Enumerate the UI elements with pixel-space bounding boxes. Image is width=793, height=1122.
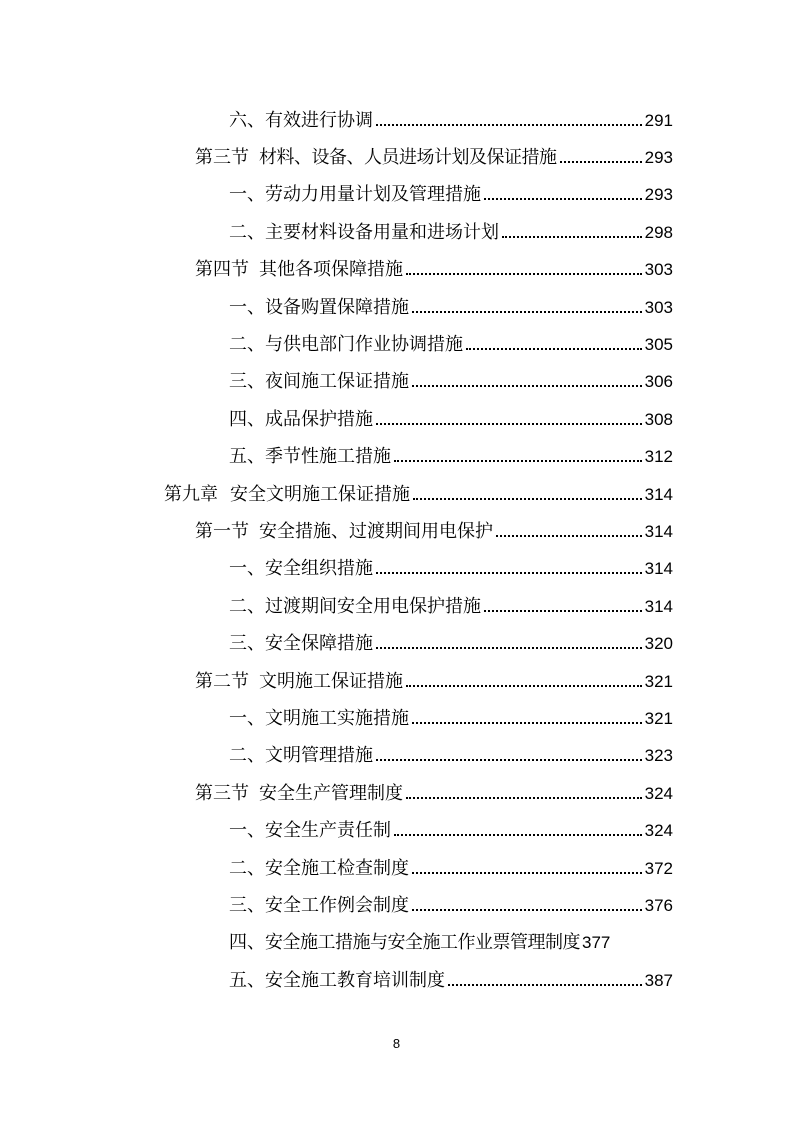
toc-entry-title: 安全工作例会制度 bbox=[265, 894, 409, 916]
toc-entry[interactable] bbox=[0, 287, 793, 324]
toc-entry-page: 321 bbox=[644, 671, 673, 691]
dot-leader bbox=[560, 160, 642, 163]
dot-leader bbox=[406, 796, 642, 799]
toc-entry[interactable] bbox=[0, 362, 793, 399]
toc-entry-number: 第三节 bbox=[195, 147, 249, 169]
dot-leader bbox=[496, 534, 642, 537]
toc-entry-page: 320 bbox=[644, 634, 673, 654]
toc-entry[interactable] bbox=[0, 549, 793, 586]
toc-entry-title: 有效进行协调 bbox=[265, 109, 373, 131]
toc-entry-page: 308 bbox=[644, 409, 673, 429]
toc-entry-number: 六、 bbox=[229, 109, 265, 131]
toc-entry-number: 三、 bbox=[229, 371, 265, 393]
toc-entry-number: 二、 bbox=[229, 334, 265, 356]
toc-entry-number: 第九章 bbox=[164, 483, 218, 505]
dot-leader bbox=[448, 983, 642, 986]
toc-entry-number: 第四节 bbox=[195, 259, 249, 281]
dot-leader bbox=[412, 871, 642, 874]
toc-entry-title: 设备购置保障措施 bbox=[265, 296, 409, 318]
toc-entry-number: 一、 bbox=[229, 296, 265, 318]
toc-entry[interactable] bbox=[0, 175, 793, 212]
toc-entry-page: 376 bbox=[644, 895, 673, 915]
dot-leader bbox=[502, 235, 642, 238]
table-of-contents bbox=[0, 100, 793, 997]
toc-entry-page: 312 bbox=[644, 447, 673, 467]
toc-entry-title: 安全文明施工保证措施 bbox=[230, 483, 410, 505]
toc-entry-title: 安全施工措施与安全施工作业票管理制度 bbox=[265, 932, 580, 954]
toc-entry[interactable] bbox=[0, 511, 793, 548]
toc-entry-title: 成品保护措施 bbox=[265, 408, 373, 430]
toc-entry-page: 298 bbox=[644, 222, 673, 242]
toc-entry[interactable] bbox=[0, 399, 793, 436]
toc-entry-page: 324 bbox=[644, 783, 673, 803]
toc-entry-page: 293 bbox=[644, 185, 673, 205]
toc-entry-page: 314 bbox=[644, 596, 673, 616]
toc-entry-title: 安全施工教育培训制度 bbox=[265, 969, 445, 991]
dot-leader bbox=[376, 422, 642, 425]
toc-entry-number: 二、 bbox=[229, 595, 265, 617]
toc-entry-page: 291 bbox=[644, 110, 673, 130]
toc-entry-title: 材料、设备、人员进场计划及保证措施 bbox=[259, 147, 557, 169]
toc-entry[interactable] bbox=[0, 623, 793, 660]
toc-entry-number: 第二节 bbox=[195, 670, 249, 692]
dot-leader bbox=[394, 833, 642, 836]
toc-entry-number: 五、 bbox=[229, 446, 265, 468]
toc-entry-number: 一、 bbox=[229, 184, 265, 206]
dot-leader bbox=[412, 908, 642, 911]
toc-entry-title: 安全保障措施 bbox=[265, 633, 373, 655]
dot-leader bbox=[484, 197, 642, 200]
toc-entry-page: 387 bbox=[644, 970, 673, 990]
dot-leader bbox=[484, 609, 642, 612]
dot-leader bbox=[376, 571, 642, 574]
toc-entry-number: 四、 bbox=[229, 408, 265, 430]
dot-leader bbox=[412, 310, 642, 313]
toc-entry[interactable] bbox=[0, 100, 793, 137]
toc-entry-number: 四、 bbox=[229, 932, 265, 954]
toc-entry[interactable] bbox=[0, 137, 793, 174]
page-number: 8 bbox=[392, 1036, 401, 1051]
toc-entry[interactable] bbox=[0, 661, 793, 698]
toc-entry[interactable] bbox=[0, 437, 793, 474]
toc-entry-title: 安全措施、过渡期间用电保护 bbox=[259, 520, 493, 542]
toc-entry-page: 372 bbox=[644, 858, 673, 878]
toc-entry-title: 安全生产责任制 bbox=[265, 820, 391, 842]
toc-entry-page: 303 bbox=[644, 297, 673, 317]
toc-entry-title: 安全生产管理制度 bbox=[259, 782, 403, 804]
toc-entry[interactable] bbox=[0, 586, 793, 623]
toc-entry-page: 323 bbox=[644, 746, 673, 766]
toc-entry-number: 三、 bbox=[229, 894, 265, 916]
toc-entry-page: 303 bbox=[644, 260, 673, 280]
toc-entry[interactable] bbox=[0, 324, 793, 361]
toc-entry[interactable] bbox=[0, 212, 793, 249]
toc-entry-page: 321 bbox=[644, 708, 673, 728]
toc-entry[interactable] bbox=[0, 474, 793, 511]
toc-entry-title: 夜间施工保证措施 bbox=[265, 371, 409, 393]
toc-entry-number: 二、 bbox=[229, 221, 265, 243]
toc-entry-page: 314 bbox=[644, 521, 673, 541]
toc-entry[interactable] bbox=[0, 960, 793, 997]
toc-entry-number: 一、 bbox=[229, 820, 265, 842]
toc-entry[interactable] bbox=[0, 923, 793, 960]
dot-leader bbox=[406, 272, 642, 275]
toc-entry-page: 306 bbox=[644, 372, 673, 392]
toc-entry-page: 305 bbox=[644, 335, 673, 355]
toc-entry[interactable] bbox=[0, 885, 793, 922]
toc-entry-page: 314 bbox=[644, 484, 673, 504]
toc-entry-title: 季节性施工措施 bbox=[265, 446, 391, 468]
toc-entry[interactable] bbox=[0, 773, 793, 810]
toc-entry-title: 安全施工检查制度 bbox=[265, 857, 409, 879]
toc-entry-page: 324 bbox=[644, 821, 673, 841]
dot-leader bbox=[406, 684, 642, 687]
toc-entry-page: 377 bbox=[582, 933, 611, 953]
dot-leader bbox=[413, 497, 642, 500]
toc-entry-number: 二、 bbox=[229, 857, 265, 879]
toc-entry-number: 一、 bbox=[229, 707, 265, 729]
toc-entry-title: 文明施工保证措施 bbox=[259, 670, 403, 692]
toc-entry[interactable] bbox=[0, 810, 793, 847]
toc-entry-number: 五、 bbox=[229, 969, 265, 991]
toc-entry-title: 与供电部门作业协调措施 bbox=[265, 334, 463, 356]
toc-entry-title: 其他各项保障措施 bbox=[259, 259, 403, 281]
dot-leader bbox=[412, 384, 642, 387]
dot-leader bbox=[412, 721, 642, 724]
dot-leader bbox=[376, 758, 642, 761]
dot-leader bbox=[376, 646, 642, 649]
toc-entry[interactable] bbox=[0, 698, 793, 735]
toc-entry[interactable] bbox=[0, 250, 793, 287]
toc-entry-title: 安全组织措施 bbox=[265, 558, 373, 580]
toc-entry[interactable] bbox=[0, 736, 793, 773]
toc-entry-number: 三、 bbox=[229, 633, 265, 655]
dot-leader bbox=[376, 123, 642, 126]
toc-entry[interactable] bbox=[0, 848, 793, 885]
toc-entry-title: 文明施工实施措施 bbox=[265, 707, 409, 729]
toc-entry-title: 主要材料设备用量和进场计划 bbox=[265, 221, 499, 243]
toc-entry-title: 过渡期间安全用电保护措施 bbox=[265, 595, 481, 617]
toc-entry-number: 第一节 bbox=[195, 520, 249, 542]
toc-entry-number: 第三节 bbox=[195, 782, 249, 804]
dot-leader bbox=[466, 347, 642, 350]
toc-entry-title: 劳动力用量计划及管理措施 bbox=[265, 184, 481, 206]
toc-entry-number: 二、 bbox=[229, 745, 265, 767]
dot-leader bbox=[394, 459, 642, 462]
toc-entry-page: 293 bbox=[644, 148, 673, 168]
toc-entry-page: 314 bbox=[644, 559, 673, 579]
toc-entry-title: 文明管理措施 bbox=[265, 745, 373, 767]
toc-entry-number: 一、 bbox=[229, 558, 265, 580]
